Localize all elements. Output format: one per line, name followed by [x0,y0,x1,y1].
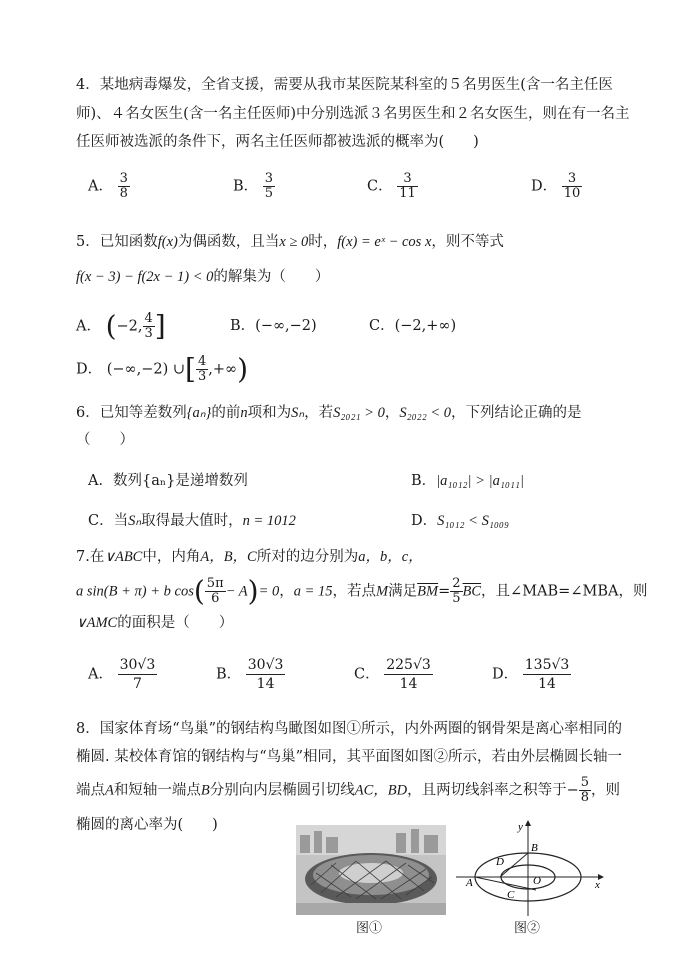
fraction [579,776,591,805]
q7-equation-b: − A [225,583,248,600]
q7-text-f: 满足 [388,583,418,600]
option-label: D． [492,666,519,683]
denominator: 3 [197,369,207,384]
label-c: C [507,889,515,901]
q7-text-b: 中，内角 [142,549,201,565]
option-label: C． [354,666,380,683]
q7-vector-bm: $\overline{BM}$ [417,583,439,600]
label-x: x [595,879,600,891]
q6-option-d [411,510,509,532]
q4-option-b [233,172,275,201]
numerator: 2 [452,576,461,591]
q7-side-a: a = 15 [293,583,333,600]
fraction [450,577,462,606]
q7-point-m: M [376,583,389,600]
q6-condition-1: S₂₀₂₁ > 0 [333,405,385,421]
q5-formula: f(x) = eˣ − cos x [337,234,432,250]
q8-line1: 8．国家体育场“鸟巢”的钢结构鸟瞰图如图①所示，内外两圈的钢骨架是离心率相同的 [76,721,623,737]
q8-minus: − [566,782,579,799]
q7-equation-a: a sin(B + π) + b cos [76,583,194,600]
q8-text-a: 端点 [76,782,105,799]
q5-line1 [76,231,504,253]
numerator: 3 [562,172,583,187]
q8-line3 [76,776,620,805]
q7-angles: A，B，C [200,549,257,565]
q6-sn: Sₙ [291,405,305,421]
q4-option-c [367,172,418,201]
q6-sequence: {aₙ} [186,405,212,421]
q7-line3 [76,612,233,634]
q6-line1 [76,402,582,424]
q6-option-a: A．数列{aₙ}是递增数列 [88,473,248,489]
right-paren: ) [247,574,259,608]
q8-line2: 椭圆. 某校体育馆的钢结构与“鸟巢”相同，其平面图如图②所示，若由外层椭圆长轴一 [76,749,623,765]
q5-text-d: ，则不等式 [431,234,504,250]
denominator: 5 [452,591,461,606]
option-value: (−2,+∞) [394,318,457,334]
q8-point-a: A [105,782,114,799]
q4-line3: 任医师被选派的条件下，两名主任医师都被选派的概率为( ) [76,134,479,150]
fraction [118,172,130,201]
fraction [263,172,275,201]
q6-text-b: 的前 [211,405,241,421]
fraction [397,172,418,201]
option-value: −2, [116,318,143,335]
numerator: 4 [197,354,207,369]
q6-optc-value: n = 1012 [242,513,296,529]
denominator: 5 [264,186,274,201]
option-label: B． [411,473,437,489]
label-d: D [496,856,504,868]
denominator: 8 [119,186,128,201]
q4-line1: 4．某地病毒爆发，全省支援，需要从我市某医院某科室的５名男医生(含一名主任医 [76,77,613,93]
q6-option-c [88,510,296,532]
fraction [523,656,572,693]
tangent-ac [475,877,536,890]
denominator: 10 [563,186,581,201]
option-value-b: ,+∞ [208,361,238,378]
q6-line2: （ ） [76,432,134,448]
figure-1-caption: 图① [356,921,383,936]
option-label: C． [367,178,393,195]
q5-option-b [230,315,317,337]
q7-text-g: ，且∠MAB=∠MBA，则 [481,583,648,600]
right-paren: ) [237,352,249,386]
q5-fx: f(x) [157,234,178,250]
fraction [205,577,226,606]
q8-text-c: 分别向内层椭圆引切线 [209,782,355,799]
fraction [118,656,158,693]
q5-option-c [369,315,456,337]
stadium-illustration [296,825,446,915]
q8-text-b: 和短轴一端点 [113,782,201,799]
q5-condition: x ≥ 0 [279,234,309,250]
y-axis-arrow [525,820,531,826]
q5-text-e: 的解集为（ ） [213,269,330,285]
denominator: 14 [399,676,418,692]
q5-option-a [76,309,166,343]
fraction [246,656,286,693]
numerator: 5 [580,775,590,790]
numerator: 30√3 [119,657,156,673]
q6-text-e: ，下列结论正确的是 [451,405,582,421]
q7-text-c: 所对的边分别为 [256,549,359,565]
fraction [384,656,433,693]
q6-text-a: 6．已知等差数列 [76,405,187,421]
numerator: 30√3 [247,657,284,673]
denominator: 11 [399,186,416,201]
q7-line2 [76,574,648,608]
q6-optc-text-a: C．当 [88,513,129,529]
q6-condition-2: S₂₀₂₂ < 0 [399,405,452,421]
numerator: 225√3 [386,657,431,673]
numerator: 3 [264,171,274,186]
numerator: 5π [206,576,224,591]
option-label: C． [369,318,395,334]
q5-text-c: 时， [308,234,338,250]
q5-text-a: 5．已知函数 [76,234,158,250]
option-label: B． [230,318,256,334]
q6-text-c: 项和为 [247,405,292,421]
q8-text-d: ，且两切线斜率之积等于 [407,782,567,799]
q4-option-d [531,172,582,201]
option-value: (−∞,−2) [255,318,317,334]
fraction [196,355,208,384]
option-label: A． [88,178,113,195]
q8-point-b: B [200,782,210,799]
figure-2-caption: 图② [514,921,541,936]
q8-line4: 椭圆的离心率为( ) [76,817,218,833]
denominator: 14 [538,676,556,692]
ellipse-diagram [452,818,604,918]
option-value: (−∞,−2) ∪ [106,361,186,378]
left-bracket: [ [185,352,196,386]
q7-option-b [216,656,285,693]
q4-line2: 师)、４名女医生(含一名主任医师)中分别选派３名男医生和２名女医生，则在有一名主 [76,106,630,122]
q7-option-a [88,656,157,693]
q7-text-a: 7.在 [76,549,105,565]
option-label: D． [531,178,558,195]
q8-text-e: ，则 [591,782,621,799]
q6-optc-sn: Sₙ [128,513,142,529]
q7-line1 [76,546,423,568]
option-label: B． [233,178,259,195]
q5-inequality: f(x − 3) − f(2x − 1) < 0 [76,269,214,285]
left-paren: ( [193,574,205,608]
q7-triangle-amc: ∨AMC [76,615,118,631]
q6-option-b [411,470,524,492]
q7-equation-c: = 0 [258,583,280,600]
q6-text-d: ，若 [304,405,334,421]
q7-text-e: ，若点 [332,583,377,600]
denominator: 3 [144,326,153,341]
q7-sides: a，b，c， [358,549,423,565]
label-a: A [466,877,473,889]
numerator: 135√3 [524,657,570,673]
left-paren: ( [105,309,117,343]
option-label: D． [76,361,103,378]
numerator: 3 [397,172,418,187]
q7-equals: = [438,583,451,600]
fraction [143,312,155,341]
q6-optc-text-b: 取得最大值时， [141,513,243,529]
option-label: A． [76,318,101,335]
label-b: B [531,842,538,854]
option-value: |a₁₀₁₂| > |a₁₀₁₁| [436,473,524,489]
fraction [562,172,583,201]
q5-line2 [76,266,329,288]
denominator: 7 [132,676,142,692]
q6-separator: ， [384,405,400,421]
q7-comma: ， [279,583,294,600]
numerator: 3 [119,171,128,186]
q7-option-d [492,656,571,693]
label-y: y [518,821,523,833]
q5-option-d [76,352,249,386]
option-label: A． [88,666,113,683]
denominator: 6 [211,591,220,606]
q7-vector-bc: $\overline{BC}$ [462,583,482,600]
q6-n: n [240,405,248,421]
label-o: O [533,875,541,887]
q7-option-c [354,656,433,693]
denominator: 8 [580,790,590,805]
q4-option-a [88,172,130,201]
q7-text-h: 的面积是（ ） [117,615,234,631]
denominator: 14 [256,676,275,692]
numerator: 4 [144,311,153,326]
option-value: S₁₀₁₂ < S₁₀₀₉ [437,513,510,529]
q5-text-b: 为偶函数，且当 [177,234,280,250]
option-label: D． [411,513,438,529]
q7-triangle: ∨ABC [104,549,143,565]
bird-nest-photo [296,825,446,915]
right-bracket: ] [154,309,166,343]
option-label: B． [216,666,242,683]
q8-tangents: AC，BD [354,782,408,799]
